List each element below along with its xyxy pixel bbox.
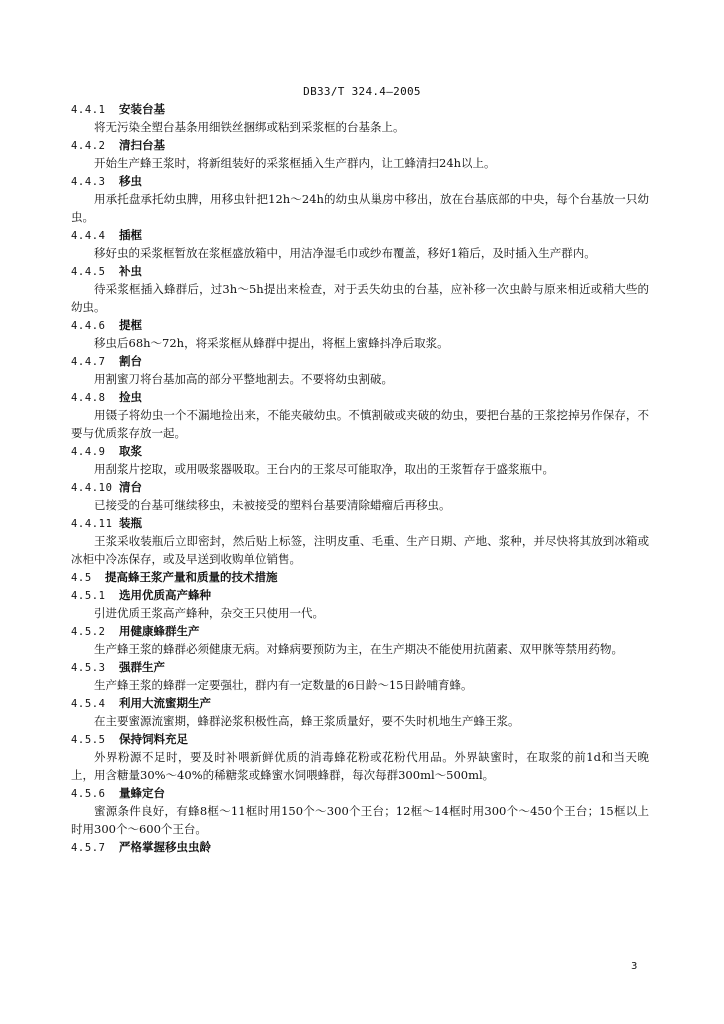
clause-heading (71, 694, 649, 712)
clause-title: 清扫台基 (119, 138, 165, 152)
clause-text: 移虫后68h～72h，将采浆框从蜂群中提出，将框上蜜蜂抖净后取浆。 (94, 336, 449, 350)
clause-heading (71, 172, 649, 190)
clause-text: 生产蜂王浆的蜂群一定要强壮，群内有一定数量的6日龄～15日龄哺育蜂。 (94, 678, 473, 692)
clause-title: 用健康蜂群生产 (119, 624, 200, 638)
clause-title: 保持饲料充足 (119, 732, 188, 746)
clause-title: 清台 (119, 480, 142, 494)
clause-title: 提高蜂王浆产量和质量的技术措施 (105, 570, 278, 584)
clause-title: 安装台基 (119, 102, 165, 116)
clause-text: 用刮浆片挖取，或用吸浆器吸取。王台内的王浆尽可能取净，取出的王浆暂存于盛浆瓶中。 (94, 462, 554, 476)
clause-title: 利用大流蜜期生产 (119, 696, 211, 710)
clause-text: 用承托盘承托幼虫脾，用移虫针把12h～24h的幼虫从巢房中移出，放在台基底部的中央，每个台基放一只幼虫。 (71, 192, 649, 224)
clause-title: 量蜂定台 (119, 786, 165, 800)
clause-number: 4.4.6 (71, 320, 106, 332)
clause-number: 4.4.8 (71, 392, 106, 404)
clause-text: 引进优质王浆高产蜂种，杂交王只使用一代。 (94, 606, 324, 620)
clause-heading (71, 316, 649, 334)
clause-number: 4.4.10 (71, 482, 113, 494)
clause-number: 4.5.3 (71, 662, 106, 674)
clause-heading (71, 226, 649, 244)
clause-number: 4.4.7 (71, 356, 106, 368)
clause-title: 割台 (119, 354, 142, 368)
clause-heading (71, 100, 649, 118)
clause-title: 捡虫 (119, 390, 142, 404)
clause-title: 严格掌握移虫虫龄 (119, 840, 211, 854)
clause-title: 补虫 (119, 264, 142, 278)
clause-text: 蜜源条件良好，有蜂8框～11框时用150个～300个王台；12框～14框时用300个～450个王台；15框以上时用300个～600个王台。 (71, 804, 649, 836)
clause-number: 4.4.2 (71, 140, 106, 152)
clause-title: 插框 (119, 228, 142, 242)
clause-heading (71, 838, 649, 856)
clause-number: 4.5.6 (71, 788, 106, 800)
clause-number: 4.4.5 (71, 266, 106, 278)
clause-heading (71, 730, 649, 748)
clause-heading (71, 784, 649, 802)
clause-number: 4.4.3 (71, 176, 106, 188)
clause-text: 用割蜜刀将台基加高的部分平整地割去。不要将幼虫割破。 (94, 372, 393, 386)
document-body (71, 100, 649, 856)
clause-text: 开始生产蜂王浆时，将新组装好的采浆框插入生产群内，让工蜂清扫24h以上。 (94, 156, 496, 170)
clause-heading (71, 136, 649, 154)
clause-number: 4.4.1 (71, 104, 106, 116)
clause-title: 移虫 (119, 174, 142, 188)
clause-title: 提框 (119, 318, 142, 332)
clause-text: 移好虫的采浆框暂放在浆框盛放箱中，用洁净湿毛巾或纱布覆盖，移好1箱后，及时插入生产群内。 (94, 246, 596, 260)
clause-text: 用镊子将幼虫一个不漏地捡出来，不能夹破幼虫。不慎割破或夹破的幼虫，要把台基的王浆挖掉另作保存，不要与优质浆存放一起。 (71, 408, 649, 440)
clause-number: 4.4.11 (71, 518, 113, 530)
clause-text: 外界粉源不足时，要及时补喂新鲜优质的消毒蜂花粉或花粉代用品。外界缺蜜时，在取浆的前1d和当天晚上，用含糖量30%～40%的稀糖浆或蜂蜜水饲喂蜂群，每次每群300ml～500ml。 (71, 750, 649, 782)
page-number: 3 (631, 961, 638, 972)
clause-text: 生产蜂王浆的蜂群必须健康无病。对蜂病要预防为主，在生产期决不能使用抗菌素、双甲脒等禁用药物。 (94, 642, 623, 656)
clause-title: 选用优质高产蜂种 (119, 588, 211, 602)
clause-heading (71, 586, 649, 604)
clause-heading (71, 622, 649, 640)
clause-number: 4.4.4 (71, 230, 106, 242)
clause-text: 在主要蜜源流蜜期，蜂群泌浆积极性高，蜂王浆质量好，要不失时机地生产蜂王浆。 (94, 714, 520, 728)
clause-text: 待采浆框插入蜂群后，过3h～5h提出来检查，对于丢失幼虫的台基，应补移一次虫龄与原来相近或稍大些的幼虫。 (71, 282, 649, 314)
clause-title: 强群生产 (119, 660, 165, 674)
clause-number: 4.5.4 (71, 698, 106, 710)
clause-heading (71, 442, 649, 460)
clause-title: 装瓶 (119, 516, 142, 530)
clause-number: 4.5 (71, 572, 92, 584)
clause-number: 4.5.5 (71, 734, 106, 746)
clause-title: 取浆 (119, 444, 142, 458)
clause-number: 4.4.9 (71, 446, 106, 458)
clause-number: 4.5.1 (71, 590, 106, 602)
clause-text: 已接受的台基可继续移虫，未被接受的塑料台基要清除蜡瘤后再移虫。 (94, 498, 451, 512)
clause-heading (71, 514, 649, 532)
clause-text: 将无污染全塑台基条用细铁丝捆绑或粘到采浆框的台基条上。 (94, 120, 405, 134)
section-list (71, 100, 649, 856)
clause-heading (71, 568, 649, 586)
clause-number: 4.5.7 (71, 842, 106, 854)
clause-text: 王浆采收装瓶后立即密封，然后贴上标签，注明皮重、毛重、生产日期、产地、浆种，并尽快将其放到冰箱或冰柜中冷冻保存，或及早送到收购单位销售。 (71, 534, 649, 566)
clause-heading (71, 478, 649, 496)
clause-heading (71, 388, 649, 406)
clause-number: 4.5.2 (71, 626, 106, 638)
clause-heading (71, 262, 649, 280)
clause-heading (71, 352, 649, 370)
standard-code-header: DB33/T 324.4—2005 (303, 85, 421, 98)
clause-heading (71, 658, 649, 676)
